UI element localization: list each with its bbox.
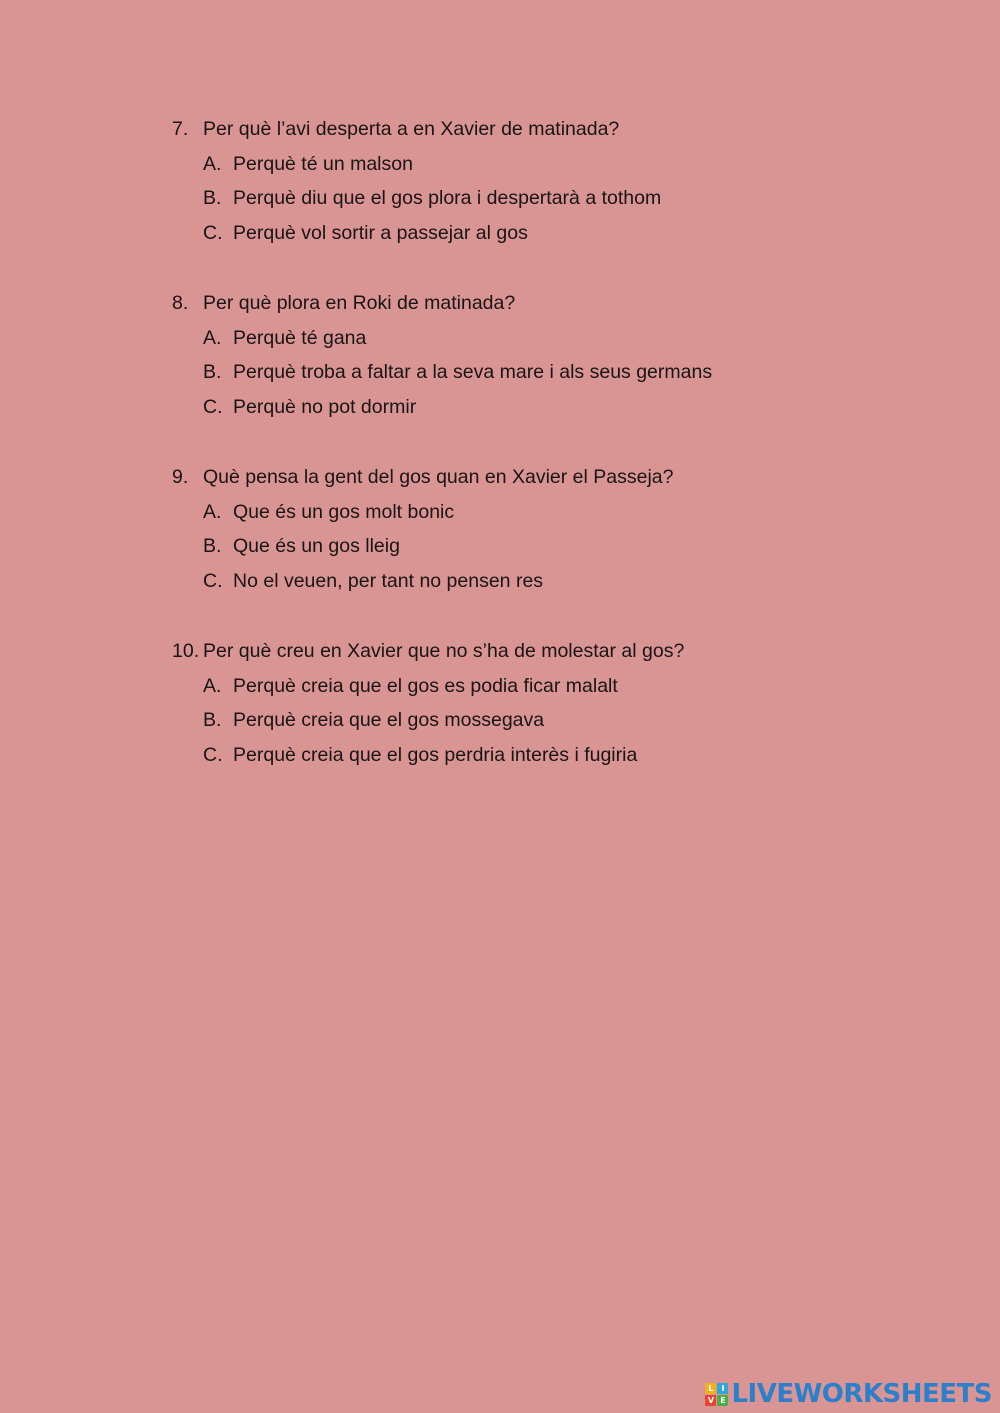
question-7 — [172, 118, 872, 257]
option-a[interactable] — [203, 153, 872, 179]
option-text: Que és un gos molt bonic — [233, 500, 455, 523]
option-letter: B. — [203, 709, 222, 732]
option-letter: C. — [203, 395, 223, 418]
logo-letter: L — [705, 1383, 716, 1394]
option-letter: B. — [203, 535, 222, 558]
option-letter: C. — [203, 743, 223, 766]
option-b[interactable] — [203, 709, 872, 735]
option-text: Perquè creia que el gos perdria interès i fugiria — [233, 743, 638, 766]
option-b[interactable] — [203, 361, 872, 387]
option-c[interactable] — [203, 396, 872, 422]
option-a[interactable] — [203, 327, 872, 353]
options-list — [172, 327, 872, 422]
question-line — [172, 640, 872, 666]
option-letter: A. — [203, 674, 222, 697]
logo-letter: I — [717, 1383, 728, 1394]
liveworksheets-logo — [705, 1380, 992, 1408]
logo-letter: V — [705, 1395, 716, 1406]
option-letter: A. — [203, 500, 222, 523]
option-text: Perquè creia que el gos es podia ficar malalt — [233, 674, 618, 697]
question-10 — [172, 640, 872, 779]
option-text: Perquè troba a faltar a la seva mare i als seus germans — [233, 361, 713, 384]
question-number: 9. — [172, 466, 189, 488]
question-number: 8. — [172, 292, 189, 314]
option-a[interactable] — [203, 501, 872, 527]
options-list — [172, 675, 872, 770]
question-number: 7. — [172, 118, 189, 140]
question-number: 10. — [172, 640, 200, 662]
option-b[interactable] — [203, 187, 872, 213]
option-letter: A. — [203, 326, 222, 349]
option-c[interactable] — [203, 744, 872, 770]
option-text: Perquè no pot dormir — [233, 395, 417, 418]
option-letter: B. — [203, 361, 222, 384]
question-text: Per què l’avi desperta a en Xavier de matinada? — [203, 118, 620, 140]
options-list — [172, 501, 872, 596]
question-text: Per què plora en Roki de matinada? — [203, 292, 516, 314]
option-text: Perquè té un malson — [233, 152, 413, 175]
option-c[interactable] — [203, 222, 872, 248]
question-line — [172, 466, 872, 492]
option-letter: A. — [203, 152, 222, 175]
option-a[interactable] — [203, 675, 872, 701]
option-letter: C. — [203, 221, 223, 244]
options-list — [172, 153, 872, 248]
brand-name: LIVEWORKSHEETS — [731, 1379, 992, 1409]
logo-letter: E — [717, 1395, 728, 1406]
option-text: Perquè vol sortir a passejar al gos — [233, 221, 528, 244]
option-text: No el veuen, per tant no pensen res — [233, 569, 544, 592]
question-line — [172, 118, 872, 144]
option-text: Que és un gos lleig — [233, 535, 400, 558]
option-text: Perquè diu que el gos plora i despertarà a tothom — [233, 187, 662, 210]
option-c[interactable] — [203, 570, 872, 596]
option-letter: C. — [203, 569, 223, 592]
question-8 — [172, 292, 872, 431]
option-text: Perquè té gana — [233, 326, 367, 349]
option-b[interactable] — [203, 535, 872, 561]
option-text: Perquè creia que el gos mossegava — [233, 709, 545, 732]
logo-mark-icon — [705, 1383, 728, 1406]
question-9 — [172, 466, 872, 605]
question-line — [172, 292, 872, 318]
option-letter: B. — [203, 187, 222, 210]
question-text: Què pensa la gent del gos quan en Xavier el Passeja? — [203, 466, 674, 488]
question-text: Per què creu en Xavier que no s’ha de molestar al gos? — [203, 640, 685, 662]
